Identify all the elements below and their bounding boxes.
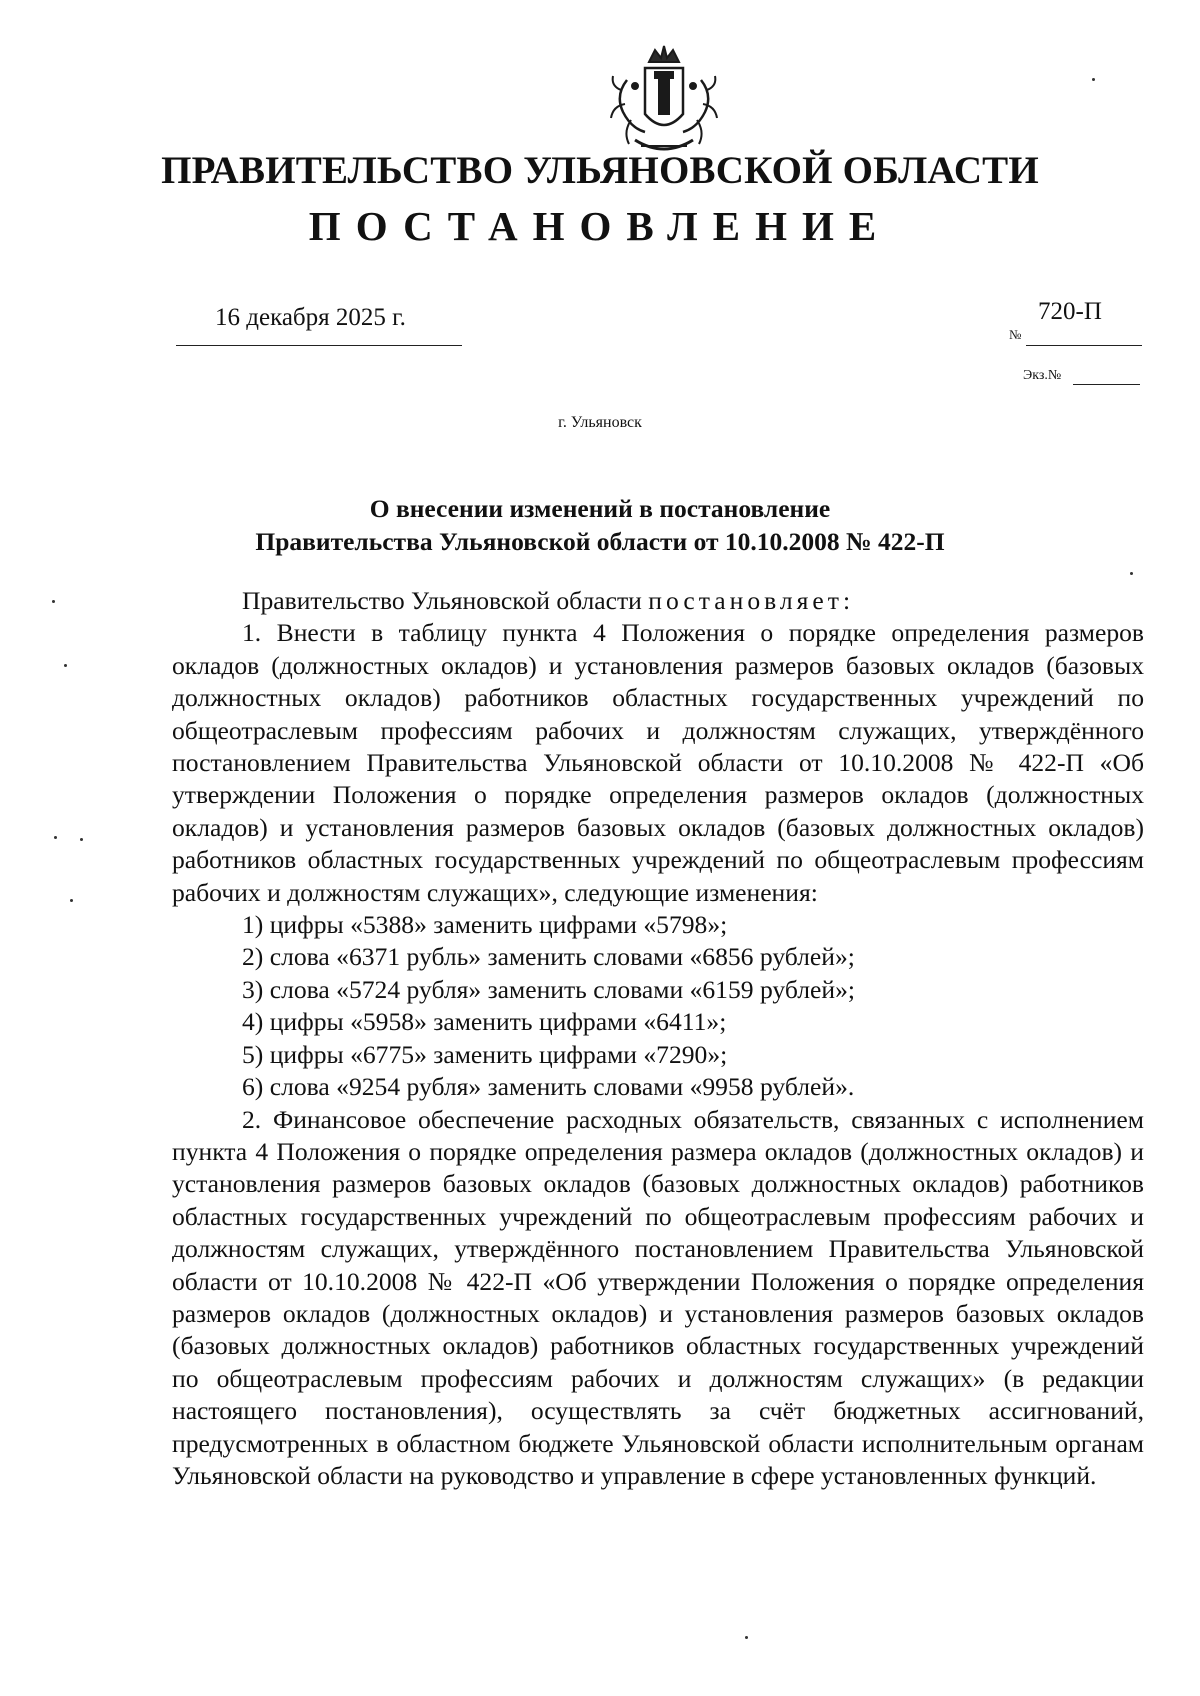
city-name: г. Ульяновск: [558, 414, 642, 431]
list-item: 3) слова «5724 рубля» заменить словами «6159 рублей»;: [242, 974, 855, 1004]
organization-title: ПРАВИТЕЛЬСТВО УЛЬЯНОВСКОЙ ОБЛАСТИ: [161, 149, 1039, 192]
list-item: 6) слова «9254 рубля» заменить словами «9958 рублей».: [242, 1072, 855, 1102]
intro-verb: постановляет: [648, 586, 843, 615]
coat-of-arms-icon: [605, 40, 723, 160]
intro-paragraph: [172, 585, 1144, 617]
document-heading: [150, 492, 1050, 558]
scan-speck: [1092, 78, 1095, 81]
paragraph-2: 2. Финансовое обеспечение расходных обязательств, связанных с исполнением пункта 4 Положения о порядке определения размера окладов (должностных окладов) и установления размеров базовых окладов (базовых должностных окладов) работников областных государственных учреждений по общеотраслевым профессиям рабочих и должностям служащих, утверждённого постановлением Правительства Ульяновской области от 10.10.2008 № 422-П «Об утверждении Положения о порядке определения размеров окладов (должностных окладов) и установления размеров базовых окладов (базовых должностных окладов) работников областных государственных учреждений по общеотраслевым профессиям рабочих и должностям служащих» (в редакции настоящего постановления), осуществлять за счёт бюджетных ассигнований, предусмотренных в областном бюджете Ульяновской области исполнительным органам Ульяновской области на руководство и управление в сфере установленных функций.: [172, 1104, 1144, 1490]
scan-speck: [64, 664, 67, 667]
scan-speck: [745, 1636, 748, 1639]
scan-speck: [80, 838, 83, 841]
copy-number-underline: [1073, 384, 1140, 385]
list-item: 5) цифры «6775» заменить цифрами «7290»;: [242, 1039, 728, 1069]
heading-line-2: Правительства Ульяновской области от 10.10.2008 № 422-П: [255, 527, 945, 556]
copy-number-label: Экз.№: [1023, 368, 1062, 383]
list-item: 1) цифры «5388» заменить цифрами «5798»;: [242, 910, 728, 940]
list-item: 2) слова «6371 рубль» заменить словами «6856 рублей»;: [242, 942, 855, 972]
document-date: 16 декабря 2025 г.: [215, 304, 406, 331]
intro-suffix: :: [842, 586, 851, 615]
list-item: 4) цифры «5958» заменить цифрами «6411»;: [242, 1007, 727, 1037]
date-underline: [176, 345, 462, 346]
number-underline: [1026, 345, 1142, 346]
document-number: 720-П: [1038, 298, 1102, 325]
heading-line-1: О внесении изменений в постановление: [369, 494, 831, 523]
scan-speck: [70, 899, 73, 902]
intro-prefix: Правительство Ульяновской области: [242, 586, 649, 615]
number-label: №: [1009, 327, 1022, 342]
document-body: [172, 585, 1144, 1492]
scan-speck: [1130, 572, 1133, 575]
paragraph-1: 1. Внести в таблицу пункта 4 Положения о порядке определения размеров окладов (должностных окладов) и установления размеров базовых окладов (базовых должностных окладов) работников областных государственных учреждений по общеотраслевым профессиям рабочих и должностям служащих, утверждённого постановлением Правительства Ульяновской области от 10.10.2008 № 422-П «Об утверждении Положения о порядке определения размеров окладов (должностных окладов) и установления размеров базовых окладов (базовых должностных окладов) работников областных государственных учреждений по общеотраслевым профессиям рабочих и должностям служащих», следующие изменения:: [172, 618, 1144, 907]
scan-speck: [54, 836, 57, 839]
document-type-title: ПОСТАНОВЛЕНИЕ: [308, 203, 892, 249]
scan-speck: [52, 600, 55, 603]
